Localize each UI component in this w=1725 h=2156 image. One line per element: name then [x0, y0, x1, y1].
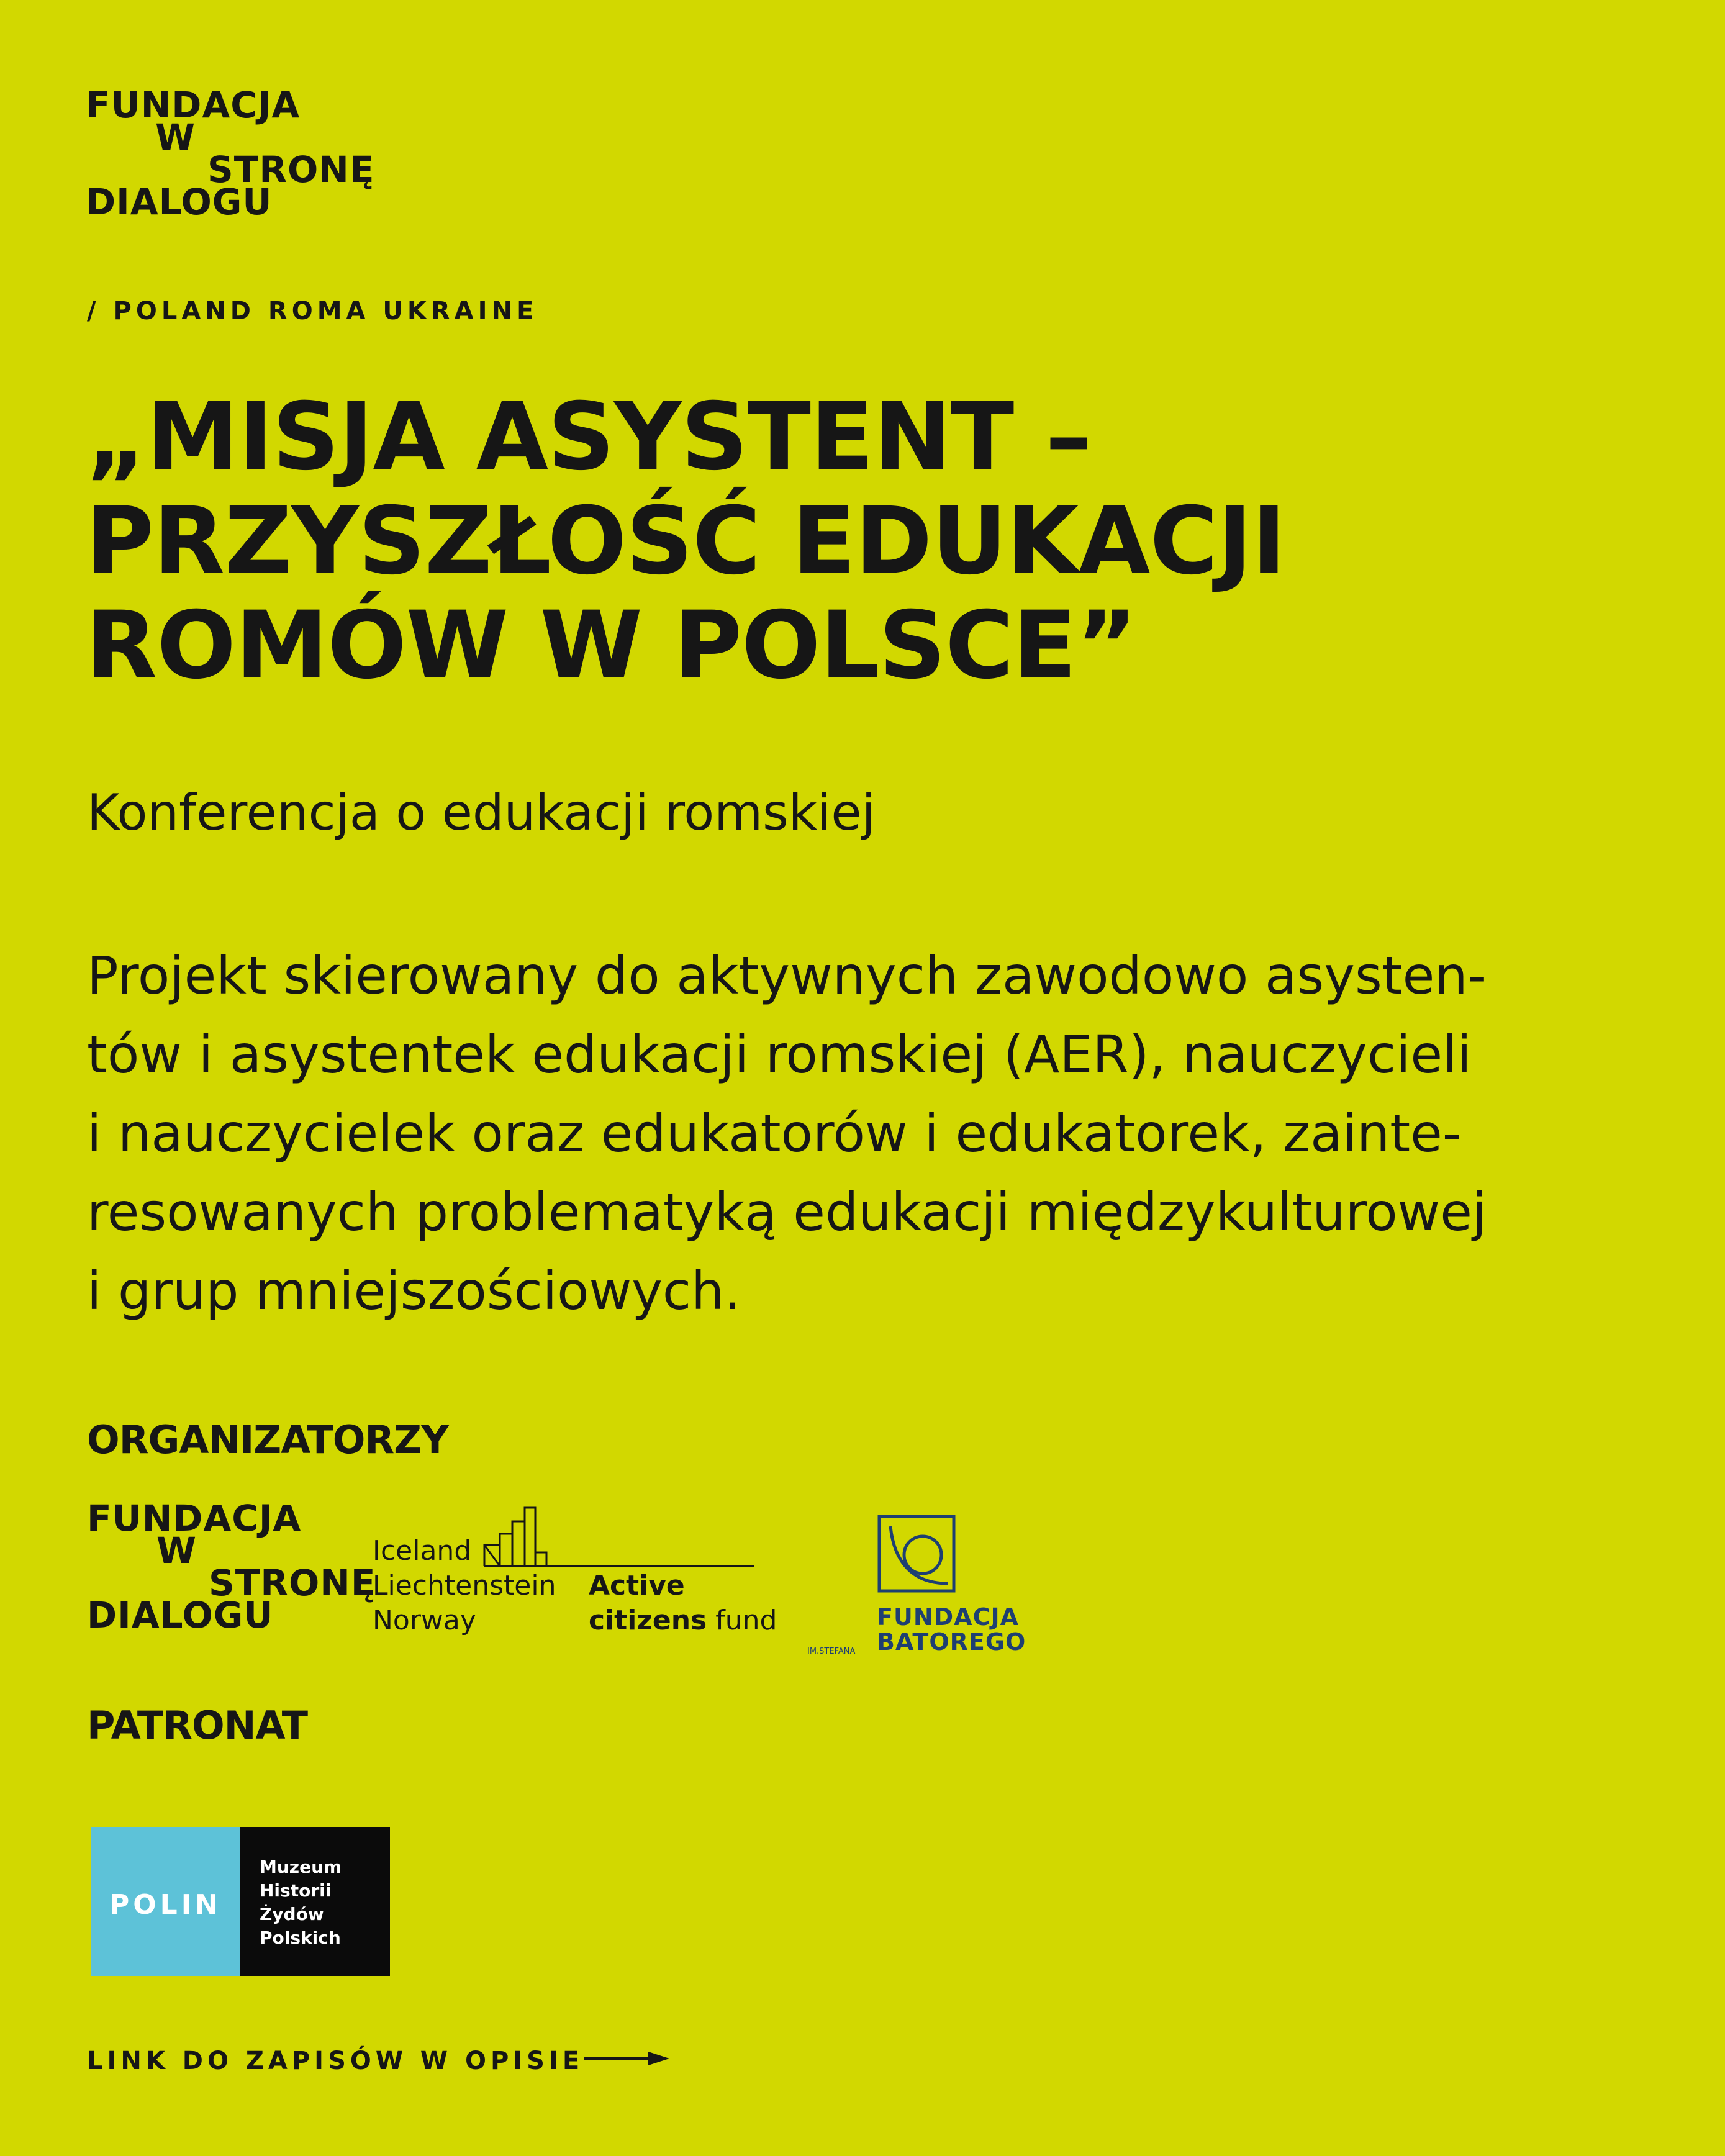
page-title	[86, 385, 1675, 698]
logo-line: FUNDACJA	[86, 84, 301, 126]
logo-line: W	[156, 1529, 197, 1572]
eea-country: Liechtenstein	[373, 1570, 556, 1601]
eea-grants-logo	[373, 1497, 777, 1646]
signup-link-text: LINK DO ZAPISÓW W OPISIE	[87, 2047, 584, 2075]
subtitle: Konferencja o edukacji romskiej	[87, 784, 876, 841]
patronage-heading: PATRONAT	[87, 1703, 308, 1748]
polin-text-line: Żydów	[260, 1904, 324, 1924]
organizer-fwsd-logo	[87, 1497, 376, 1636]
description-line: tów i asystentek edukacji romskiej (AER), nauczycieli	[87, 1024, 1472, 1085]
polin-museum-logo	[91, 1827, 390, 1976]
polin-logo-panel	[91, 1827, 240, 1976]
title-line: PRZYSZŁOŚĆ EDUKACJI	[86, 487, 1286, 596]
logo-line: STRONĘ	[207, 148, 375, 191]
logo-line: FUNDACJA	[87, 1497, 302, 1539]
description-line: i nauczycielek oraz edukatorów i edukatorek, zainte-	[87, 1103, 1462, 1164]
description	[87, 936, 1487, 1331]
batory-emblem-icon	[877, 1514, 956, 1593]
logo-line: DIALOGU	[86, 181, 273, 223]
batory-prefix: IM.STEFANA	[807, 1647, 856, 1656]
polin-wordmark: POLIN	[109, 1889, 222, 1921]
batory-foundation-logo	[807, 1509, 1026, 1658]
description-line: resowanych problematyką edukacji międzykulturowej	[87, 1182, 1487, 1243]
batory-line1: FUNDACJA	[877, 1603, 1020, 1631]
tagline: / POLAND ROMA UKRAINE	[87, 297, 538, 325]
fundacja-w-strone-dialogu-logo	[86, 84, 375, 223]
description-line: i grup mniejszościowych.	[87, 1261, 741, 1321]
logo-line: W	[155, 116, 196, 158]
active-citizens-fund	[589, 1569, 777, 1638]
logo-line: STRONĘ	[209, 1562, 376, 1604]
arrow-right-icon	[584, 2049, 671, 2068]
polin-text-line: Muzeum	[260, 1857, 342, 1877]
organizers-heading: ORGANIZATORZY	[87, 1417, 448, 1462]
eea-country: Iceland	[373, 1535, 472, 1567]
title-line: ROMÓW W POLSCE”	[86, 592, 1137, 700]
logo-line: DIALOGU	[87, 1594, 274, 1636]
polin-text-line: Polskich	[260, 1927, 341, 1948]
eea-country: Norway	[373, 1605, 476, 1636]
description-line: Projekt skierowany do aktywnych zawodowo asysten-	[87, 945, 1487, 1006]
title-line: „MISJA ASYSTENT –	[86, 383, 1092, 491]
acf-line1: Active	[589, 1570, 685, 1601]
polin-text-panel	[240, 1827, 390, 1976]
polin-text-line: Historii	[260, 1880, 332, 1901]
batory-line2: BATOREGO	[877, 1628, 1026, 1656]
acf-fund: fund	[707, 1605, 777, 1636]
acf-citizens: citizens	[589, 1605, 707, 1636]
eea-countries	[373, 1534, 556, 1638]
